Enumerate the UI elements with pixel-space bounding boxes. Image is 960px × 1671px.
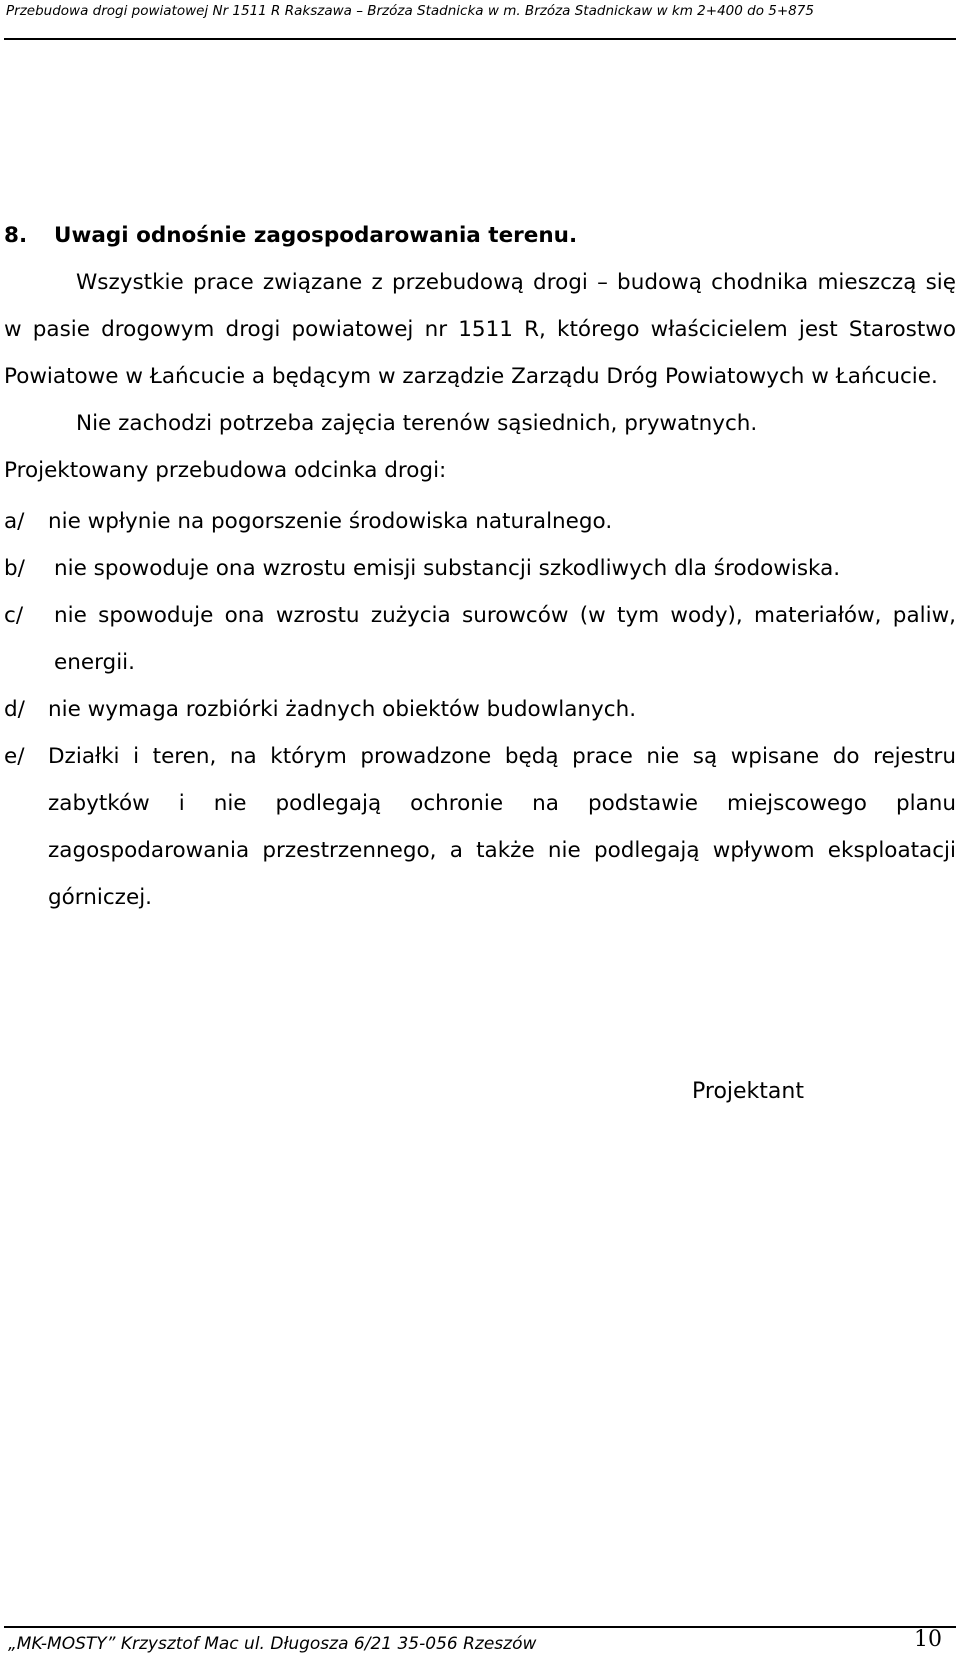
list-item-text: nie spowoduje ona wzrostu emisji substancji szkodliwych dla środowiska.: [54, 556, 841, 581]
section-number: 8.: [4, 223, 28, 248]
list-item-b: [4, 545, 956, 592]
list-item-text: Działki i teren, na którym prowadzone będą prace nie są wpisane do rejestru zabytków i nie podlegają ochronie na podstawie miejscowego planu zagospodarowania przestrzennego, a także nie podlegają wpływom eksploatacji górniczej.: [48, 744, 956, 910]
list-item-text: nie spowoduje ona wzrostu zużycia surowców (w tym wody), materiałów, paliw, energii.: [54, 603, 956, 675]
list-item-label: e/: [4, 744, 25, 769]
list-item-label: d/: [4, 697, 25, 722]
paragraph-ownership: [4, 259, 956, 400]
list-item-e: [4, 733, 956, 921]
list-item-text: nie wymaga rozbiórki żadnych obiektów budowlanych.: [48, 697, 637, 722]
footer-divider: [4, 1626, 956, 1628]
document-body: [4, 212, 956, 921]
paragraph-intro: Projektowany przebudowa odcinka drogi:: [4, 458, 447, 483]
paragraph-ownership-text: Wszystkie prace związane z przebudową drogi – budową chodnika mieszczą się w pasie drogowym drogi powiatowej nr 1511 R, którego właścicielem jest Starostwo Powiatowe w Łańcucie a będącym w zarządzie Zarządu Dróg Powiatowych w Łańcucie.: [4, 270, 956, 389]
running-header: Przebudowa drogi powiatowej Nr 1511 R Rakszawa – Brzóza Stadnicka w m. Brzóza Stadnickaw w km 2+400 do 5+875: [6, 3, 814, 19]
list-item-label: b/: [4, 556, 25, 581]
paragraph-land-use: [4, 400, 956, 447]
section-heading: [4, 212, 956, 259]
list-item-label: a/: [4, 509, 25, 534]
list-item-a: [4, 498, 956, 545]
section-title: Uwagi odnośnie zagospodarowania terenu.: [54, 223, 578, 248]
list-item-c: [4, 592, 956, 686]
paragraph-land-use-text: Nie zachodzi potrzeba zajęcia terenów sąsiednich, prywatnych.: [76, 411, 758, 436]
footer-address: „MK-MOSTY” Krzysztof Mac ul. Długosza 6/21 35-056 Rzeszów: [8, 1634, 537, 1654]
list-item-d: [4, 686, 956, 733]
page-number: 10: [914, 1627, 942, 1652]
list-item-text: nie wpłynie na pogorszenie środowiska naturalnego.: [48, 509, 613, 534]
list-item-label: c/: [4, 603, 24, 628]
header-divider: [4, 38, 956, 40]
signature-label: Projektant: [692, 1079, 804, 1104]
